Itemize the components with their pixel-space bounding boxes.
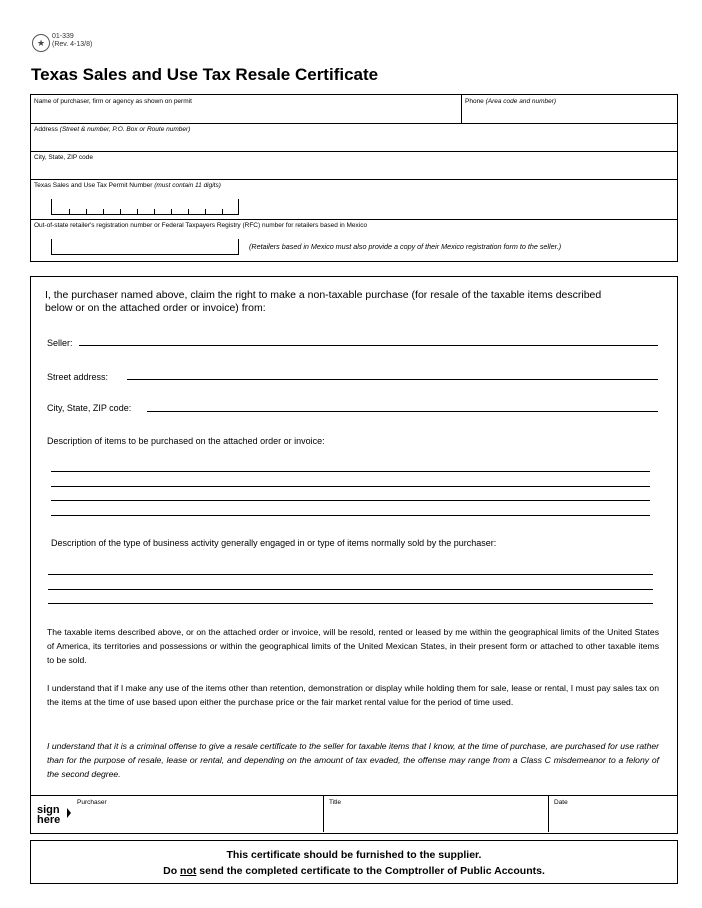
permit-label — [34, 182, 221, 189]
divider — [31, 795, 677, 796]
form-meta — [52, 33, 92, 49]
business-activity-line-2[interactable] — [48, 589, 653, 590]
title-input[interactable] — [327, 808, 545, 830]
notice-line-2-post: send the completed certificate to the Comptroller of Public Accounts. — [196, 865, 545, 877]
digit-tick — [222, 209, 223, 214]
digit-tick — [86, 209, 87, 214]
notice-line-2-pre: Do — [163, 865, 181, 877]
items-description-line-3[interactable] — [51, 500, 650, 501]
notice-line-2-not: not — [180, 865, 197, 877]
address-label-text: Address — [34, 126, 58, 133]
divider — [31, 123, 677, 124]
phone-label — [465, 98, 556, 105]
divider — [31, 219, 677, 220]
use-tax-statement: I understand that if I make any use of the items other than retention, demonstration or display while holding them for sale, lease or rental, I must pay sales tax on the items at the time of use based upon either the purchase price or the fair market rental value for the period of time used. — [47, 683, 659, 707]
digit-tick — [103, 209, 104, 214]
street-address-label: Street address: — [47, 372, 109, 382]
city-state-zip-input[interactable] — [147, 411, 658, 412]
purchaser-name-label: Name of purchaser, firm or agency as shown on permit — [34, 98, 192, 105]
rfc-number-input[interactable] — [51, 239, 239, 255]
divider — [548, 795, 549, 832]
items-description-line-4[interactable] — [51, 515, 650, 516]
address-hint: (Street & number, P.O. Box or Route number) — [59, 126, 191, 133]
digit-tick — [188, 209, 189, 214]
arrow-right-icon — [67, 808, 71, 818]
notice-line-2 — [31, 865, 677, 877]
purchaser-signature-input[interactable] — [75, 808, 321, 830]
digit-tick — [120, 209, 121, 214]
divider — [323, 795, 324, 832]
purchaser-info-box — [30, 94, 678, 262]
digit-tick — [171, 209, 172, 214]
claim-intro: I, the purchaser named above, claim the right to make a non-taxable purchase (for resale of the taxable items described below or on the attached order or invoice) from: — [45, 289, 602, 314]
seller-label: Seller: — [47, 338, 73, 348]
form-revision: (Rev. 4-13/8) — [52, 41, 93, 48]
digit-tick — [205, 209, 206, 214]
criminal-offense-statement: I understand that it is a criminal offense to give a resale certificate to the seller for taxable items that I know, at the time of purchase, are purchased for use rather than for the purpose of resale, lease or rental, and depending on the amount of tax evaded, the offense may range from a Class C misdemeanor to a felony of the second degree. — [47, 741, 659, 779]
here-text: here — [37, 814, 61, 826]
seller-input[interactable] — [79, 345, 658, 346]
resale-claim-box — [30, 276, 678, 834]
digit-tick — [69, 209, 70, 214]
digit-tick — [154, 209, 155, 214]
rfc-label: Out-of-state retailer's registration number or Federal Taxpayers Registry (RFC) number for retailers based in Mexico — [34, 222, 368, 229]
comptroller-seal-icon: ★ — [32, 34, 50, 52]
date-input[interactable] — [552, 808, 672, 830]
city-label: City, State, ZIP code — [34, 154, 94, 161]
items-description-label: Description of items to be purchased on the attached order or invoice: — [47, 436, 325, 446]
page-title: Texas Sales and Use Tax Resale Certificate — [31, 65, 379, 84]
street-address-input[interactable] — [127, 379, 658, 380]
resale-statement: The taxable items described above, or on the attached order or invoice, will be resold, rented or leased by me within the geographical limits of the United States of America, its territories and possessions or within the geographical limits of the United Mexican States, in their present form or attached to other taxable items to be sold. — [47, 627, 659, 665]
permit-label-text: Texas Sales and Use Tax Permit Number — [34, 182, 153, 189]
digit-tick — [137, 209, 138, 214]
sign-here-marker — [37, 805, 60, 825]
items-description-line-2[interactable] — [51, 486, 650, 487]
items-description-line-1[interactable] — [51, 471, 650, 472]
divider — [461, 95, 462, 123]
address-label — [34, 126, 190, 133]
form-number: 01-339 — [52, 33, 74, 40]
permit-number-input[interactable] — [51, 199, 239, 215]
purchaser-signature-label: Purchaser — [77, 799, 107, 806]
business-activity-label: Description of the type of business activity generally engaged in or type of items normally sold by the purchaser: — [51, 538, 497, 548]
business-activity-line-1[interactable] — [48, 574, 653, 575]
sign-text: sign — [37, 804, 60, 816]
phone-hint: (Area code and number) — [485, 98, 557, 105]
phone-label-text: Phone — [465, 98, 484, 105]
city-state-zip-label: City, State, ZIP code: — [47, 403, 132, 413]
permit-hint: (must contain 11 digits) — [154, 182, 221, 189]
furnish-notice-box — [30, 840, 678, 884]
business-activity-line-3[interactable] — [48, 603, 653, 604]
date-label: Date — [554, 799, 568, 806]
divider — [31, 151, 677, 152]
divider — [31, 179, 677, 180]
notice-line-1: This certificate should be furnished to the supplier. — [226, 849, 482, 861]
title-label: Title — [329, 799, 342, 806]
rfc-note: (Retailers based in Mexico must also provide a copy of their Mexico registration form to the seller.) — [249, 242, 562, 251]
